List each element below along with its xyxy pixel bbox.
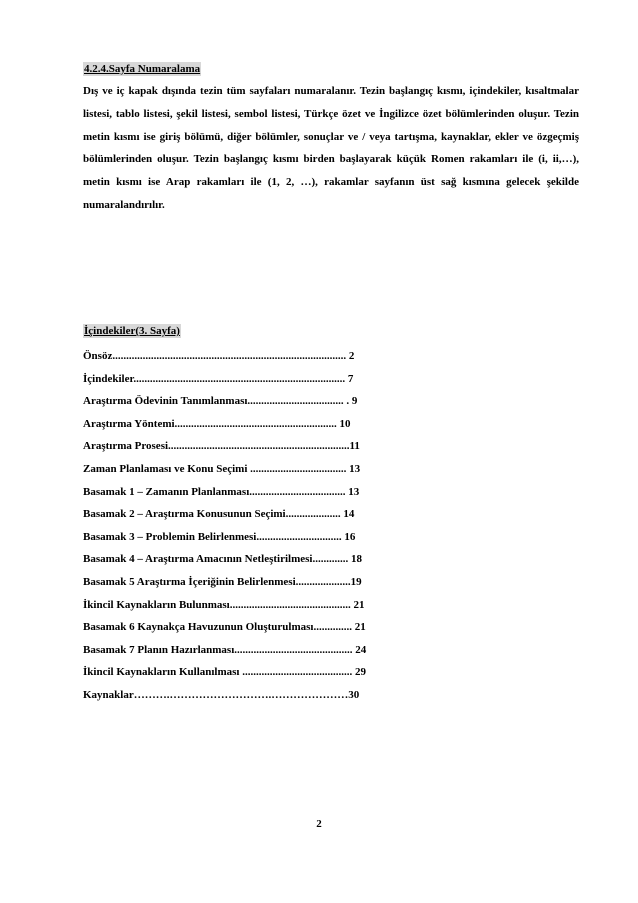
toc-entry: Basamak 5 Araştırma İçeriğinin Belirlenmesi....................19 <box>83 575 362 588</box>
toc-entry: Araştırma Yöntemi........................................................... 10 <box>83 417 351 430</box>
toc-entry: Basamak 6 Kaynakça Havuzunun Oluşturulması.............. 21 <box>83 621 366 634</box>
toc-entry: Basamak 1 – Zamanın Planlanması................................... 13 <box>83 485 360 498</box>
toc-entry: İkincil Kaynakların Bulunması............................................ 21 <box>83 598 365 611</box>
toc-entry: Araştırma Ödevinin Tanımlanması................................... . 9 <box>83 395 358 408</box>
toc-list <box>83 345 366 707</box>
toc-entry: İçindekiler............................................................................. 7 <box>83 372 354 385</box>
toc-entry: Basamak 4 – Araştırma Amacının Netleştirilmesi............. 18 <box>83 553 362 566</box>
toc-entry: Basamak 7 Planın Hazırlanması........................................... 24 <box>83 643 367 656</box>
toc-entry: Basamak 2 – Araştırma Konusunun Seçimi.................... 14 <box>83 508 355 521</box>
page-number: 2 <box>316 818 322 830</box>
toc-entry: Önsöz..................................................................................... 2 <box>83 350 355 362</box>
toc-entry: Kaynaklar……….……………………….…………………30 <box>83 688 360 701</box>
toc-entry: Araştırma Prosesi..................................................................11 <box>83 440 360 453</box>
toc-entry: Zaman Planlaması ve Konu Seçimi ................................... 13 <box>83 462 361 475</box>
toc-heading: İçindekiler(3. Sayfa) <box>84 325 180 337</box>
toc-entry: Basamak 3 – Problemin Belirlenmesi............................... 16 <box>83 530 356 543</box>
toc-entry: İkincil Kaynakların Kullanılması ........................................ 29 <box>83 666 366 679</box>
section-heading: 4.2.4.Sayfa Numaralama <box>84 63 201 75</box>
section-paragraph: Dış ve iç kapak dışında tezin tüm sayfaları numaralanır. Tezin başlangıç kısmı, içindekiler, kısaltmalar listesi, tablo listesi, şekil listesi, sembol listesi, Türkçe özet ve İngilizce özet bölümlerinden oluşur. Tezin metin kısmı ise giriş bölümü, diğer bölümler, sonuçlar ve / veya tartışma, kaynaklar, ekler ve özgeçmiş bölümlerinden oluşur. Tezin başlangıç kısmı birden başlayarak küçük Romen rakamları ile (i, ii,…), metin kısmı ise Arap rakamları ile (1, 2, …), rakamlar sayfanın üst sağ kısmına gelecek şekilde numaralandırılır. <box>83 85 579 211</box>
